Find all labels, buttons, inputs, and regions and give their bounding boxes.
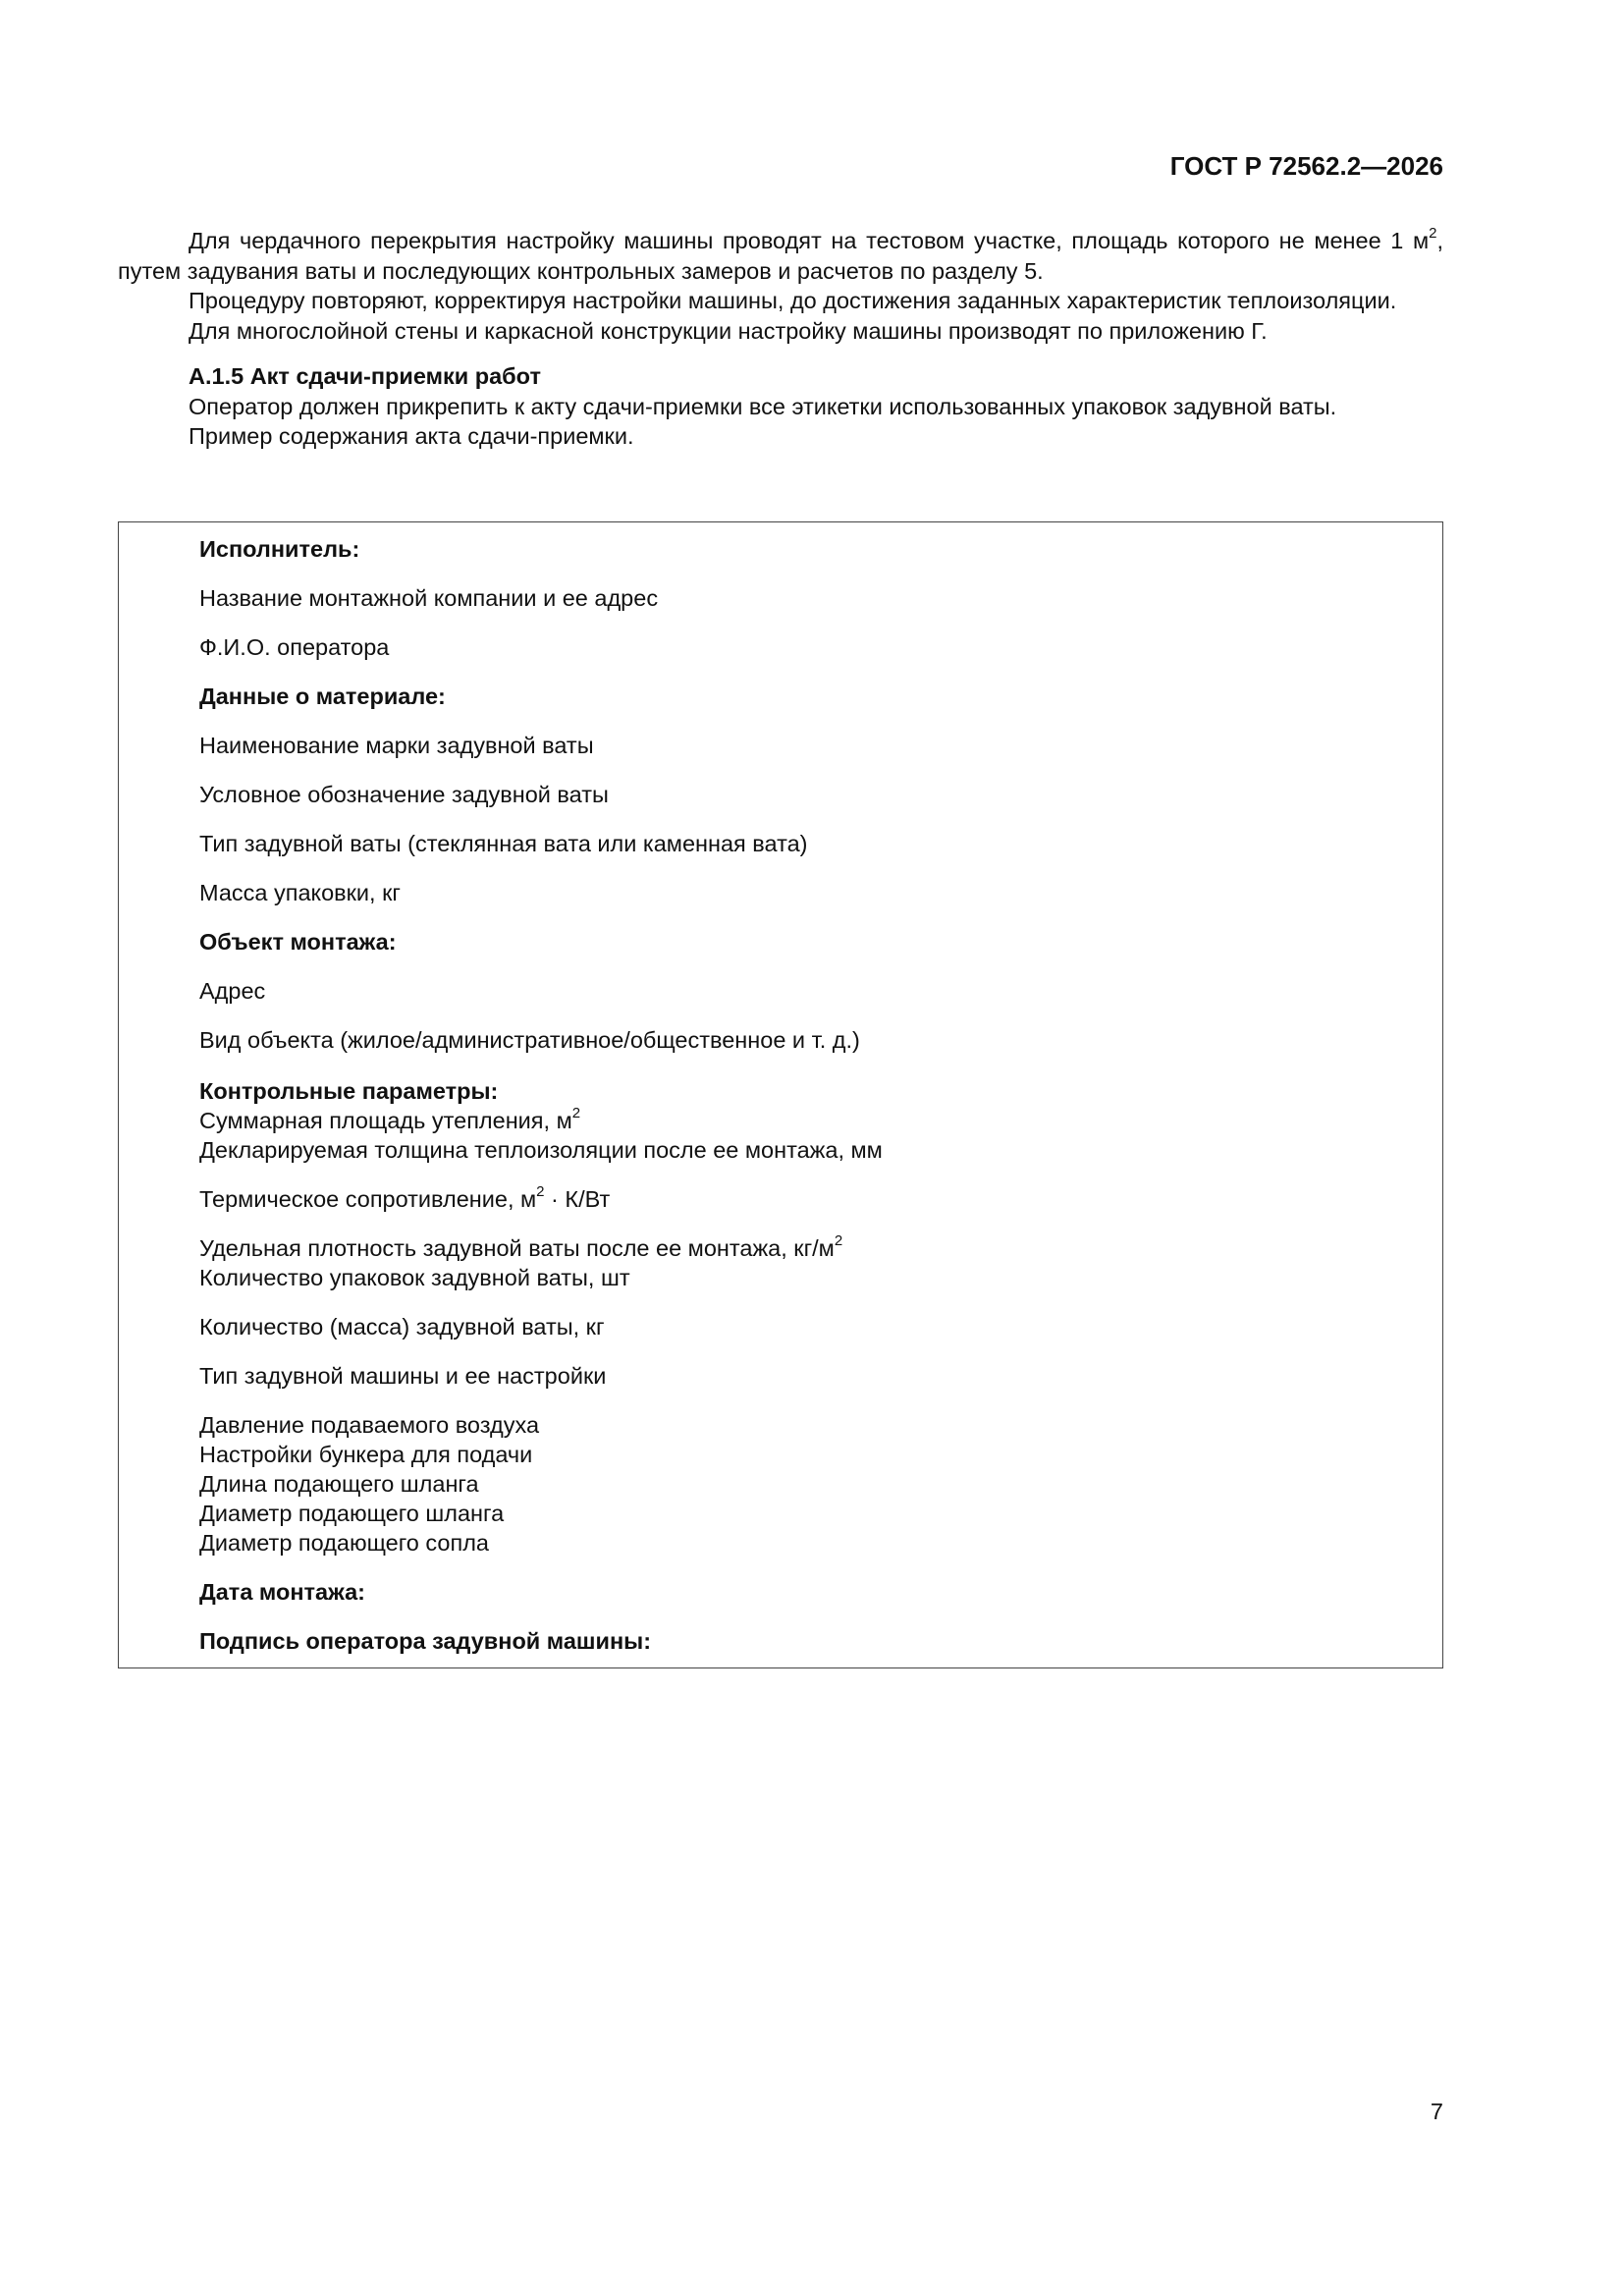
page-number: 7 xyxy=(1430,2099,1443,2124)
superscript: 2 xyxy=(1429,225,1437,243)
date-heading: Дата монтажа: xyxy=(199,1579,365,1605)
material-heading: Данные о материале: xyxy=(199,683,446,709)
act-field: Условное обозначение задувной ваты xyxy=(199,782,609,807)
act-field: Длина подающего шланга xyxy=(199,1471,479,1497)
act-field-text: Удельная плотность задувной ваты после ее монтажа, кг/м xyxy=(199,1235,835,1261)
section-example-note: Пример содержания акта сдачи-приемки. xyxy=(189,423,634,449)
act-field-text: Суммарная площадь утепления, м xyxy=(199,1108,572,1133)
act-field: Настройки бункера для подачи xyxy=(199,1442,533,1467)
act-field: Наименование марки задувной ваты xyxy=(199,733,594,758)
act-field: Диаметр подающего сопла xyxy=(199,1530,489,1556)
act-field-text: Термическое сопротивление, м xyxy=(199,1186,537,1212)
act-field: Декларируемая толщина теплоизоляции после ее монтажа, мм xyxy=(199,1137,883,1163)
superscript: 2 xyxy=(536,1183,545,1201)
act-field: Диаметр подающего шланга xyxy=(199,1501,505,1526)
act-field: Тип задувной машины и ее настройки xyxy=(199,1363,607,1389)
act-field: Название монтажной компании и ее адрес xyxy=(199,585,659,611)
paragraph-multilayer-wall: Для многослойной стены и каркасной конструкции настройку машины производят по приложению Г. xyxy=(189,317,1268,344)
superscript: 2 xyxy=(571,1105,581,1122)
act-field: Количество упаковок задувной ваты, шт xyxy=(199,1265,630,1290)
object-heading: Объект монтажа: xyxy=(199,929,397,955)
paragraph-repeat-procedure: Процедуру повторяют, корректируя настройки машины, до достижения заданных характеристик теплоизоляции. xyxy=(189,288,1397,313)
signature-heading: Подпись оператора задувной машины: xyxy=(199,1628,652,1654)
body-text xyxy=(118,226,1443,452)
control-params-heading: Контрольные параметры: xyxy=(199,1078,499,1104)
act-field xyxy=(199,1233,842,1263)
paragraph-attic-setup xyxy=(118,226,1443,286)
act-field: Ф.И.О. оператора xyxy=(199,634,390,660)
act-field: Адрес xyxy=(199,978,266,1004)
paragraph-text: Для чердачного перекрытия настройку машины проводят на тестовом участке, площадь которого не менее 1 м xyxy=(189,228,1430,253)
act-field-text: · К/Вт xyxy=(544,1186,611,1212)
paragraph-text: , путем задувания ваты и последующих контрольных замеров и расчетов по разделу 5. xyxy=(118,228,1443,284)
act-field xyxy=(199,1184,610,1214)
act-field: Давление подаваемого воздуха xyxy=(199,1412,540,1438)
executor-heading: Исполнитель: xyxy=(199,536,360,562)
section-heading: А.1.5 Акт сдачи-приемки работ xyxy=(189,363,541,389)
acceptance-act-frame xyxy=(118,521,1443,1668)
act-field: Масса упаковки, кг xyxy=(199,880,401,905)
document-code-header: ГОСТ Р 72562.2—2026 xyxy=(1169,151,1443,181)
act-field: Количество (масса) задувной ваты, кг xyxy=(199,1314,605,1339)
superscript: 2 xyxy=(834,1232,843,1250)
act-field xyxy=(199,1106,580,1135)
act-field: Тип задувной ваты (стеклянная вата или каменная вата) xyxy=(199,831,808,856)
act-field: Вид объекта (жилое/административное/общественное и т. д.) xyxy=(199,1027,860,1053)
section-text: Оператор должен прикрепить к акту сдачи-приемки все этикетки использованных упаковок задувной ваты. xyxy=(189,393,1337,419)
